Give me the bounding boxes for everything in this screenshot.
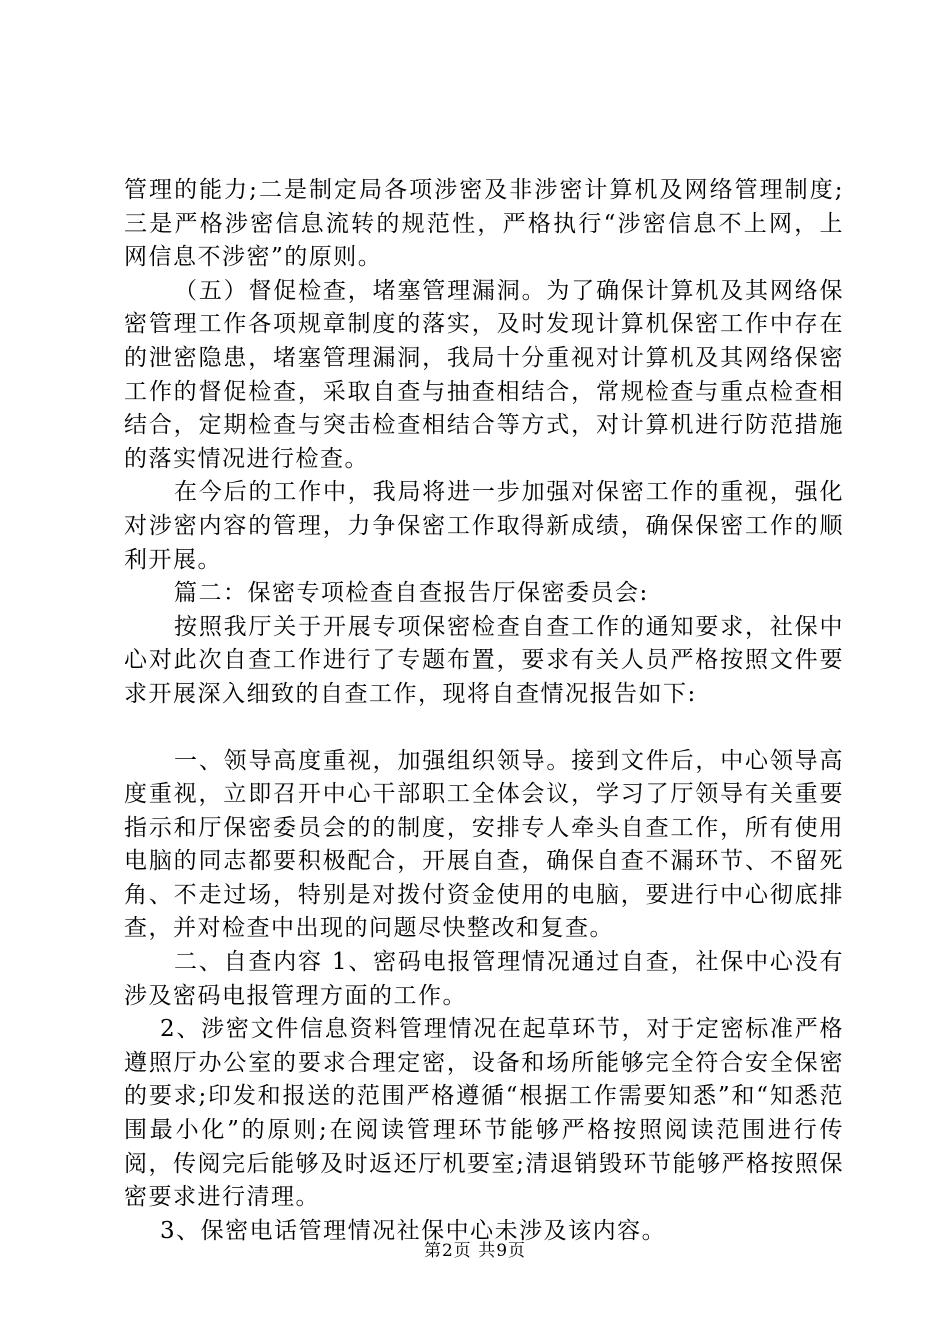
page-number-footer: 第2页 共9页 <box>423 1241 527 1261</box>
document-body <box>124 174 844 1248</box>
paragraph-section-five: （五）督促检查，堵塞管理漏洞。为了确保计算机及其网络保密管理工作各项规章制度的落实，及时发现计算机保密工作中存在的泄密隐患，堵塞管理漏洞，我局十分重视对计算机及其网络保密工作的督促检查，采取自查与抽查相结合，常规检查与重点检查相结合，定期检查与突击检查相结合等方式，对计算机进行防范措施的落实情况进行检查。 <box>124 277 844 472</box>
paragraph-conclusion: 在今后的工作中，我局将进一步加强对保密工作的重视，强化对涉密内容的管理，力争保密工作取得新成绩，确保保密工作的顺利开展。 <box>124 479 844 573</box>
paragraph-continuation: 管理的能力;二是制定局各项涉密及非涉密计算机及网络管理制度;三是严格涉密信息流转的规范性，严格执行“涉密信息不上网，上网信息不涉密”的原则。 <box>124 177 844 271</box>
paragraph-part-two-heading: 篇二：保密专项检查自查报告厅保密委员会: <box>174 580 649 607</box>
paragraph-classified-documents: 2、涉密文件信息资料管理情况在起草环节，对于定密标准严格遵照厅办公室的要求合理定密，设备和场所能够完全符合安全保密的要求;印发和报送的范围严格遵循“根据工作需要知悉”和“知悉范围最小化”的原则;在阅读管理环节能够严格按照阅读范围进行传阅，传阅完后能够及时返还厅机要室;清退销毁环节能够严格按照保密要求进行清理。 <box>124 1016 844 1211</box>
paragraph-leadership: 一、领导高度重视，加强组织领导。接到文件后，中心领导高度重视，立即召开中心干部职工全体会议，学习了厅领导有关重要指示和厅保密委员会的的制度，安排专人牵头自查工作，所有使用电脑的同志都要积极配合，开展自查，确保自查不漏环节、不留死角、不走过场，特别是对拨付资金使用的电脑，要进行中心彻底排查，并对检查中出现的问题尽快整改和复查。 <box>124 747 844 942</box>
paragraph-self-check-content: 二、自查内容 1、密码电报管理情况通过自查，社保中心没有涉及密码电报管理方面的工作。 <box>124 949 844 1009</box>
paragraph-secure-telephone: 3、保密电话管理情况社保中心未涉及该内容。 <box>160 1217 667 1244</box>
paragraph-part-two-intro: 按照我厅关于开展专项保密检查自查工作的通知要求，社保中心对此次自查工作进行了专题布置，要求有关人员严格按照文件要求开展深入细致的自查工作，现将自查情况报告如下: <box>124 613 844 707</box>
